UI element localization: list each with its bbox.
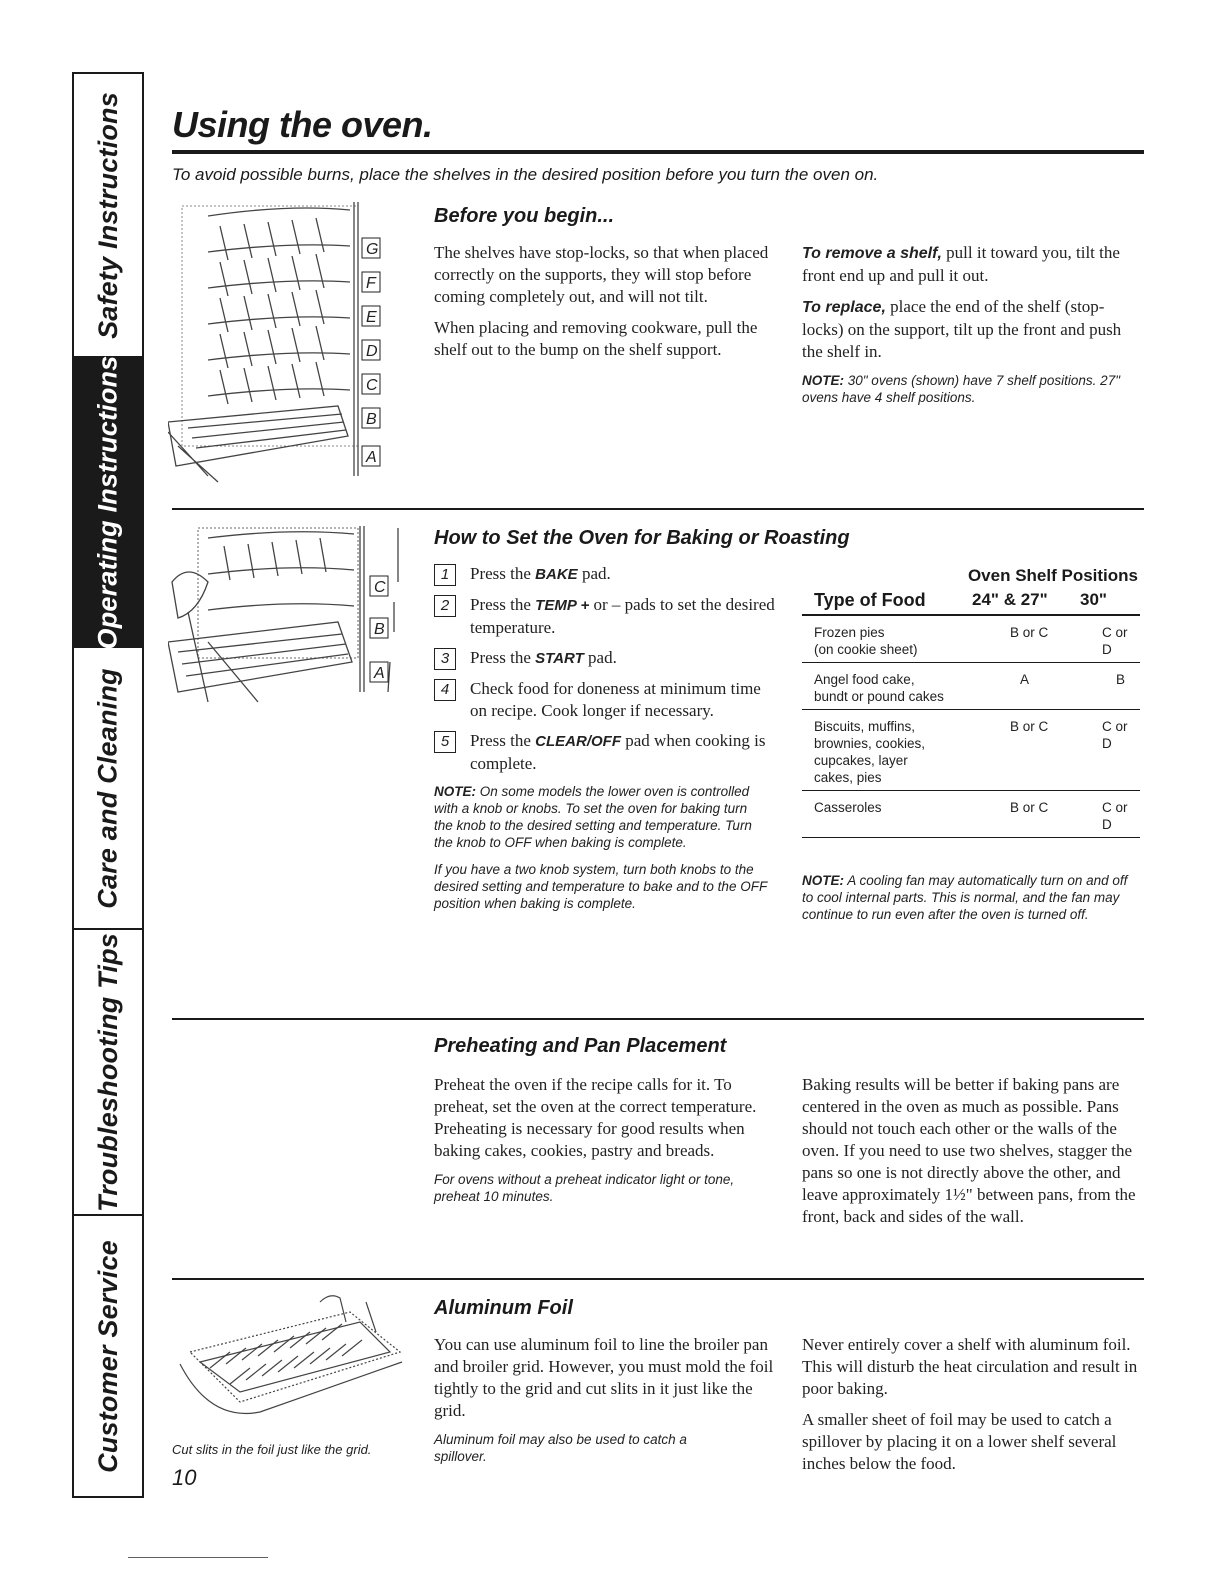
shelf-positions-table [802, 566, 1140, 923]
oven-baking-illustration [168, 522, 408, 722]
shelf-30-cell: C or D [1102, 800, 1128, 832]
tab-care-and-cleaning[interactable]: Care and Cleaning [74, 648, 142, 930]
shelf-positions-note [802, 372, 1140, 406]
food-cell: Casseroles [814, 800, 882, 815]
baking-shelf-letter-c: C [374, 579, 386, 596]
note-text: A cooling fan may automatically turn on and off to cool internal parts. This is normal, and the fan may continue to run even after the oven is turned off. [802, 873, 1128, 922]
foil-paragraph: You can use aluminum foil to line the broiler pan and broiler grid. However, you must mold the foil tightly to the grid and cut slits in it just like the grid. [434, 1335, 774, 1420]
tab-customer-service[interactable]: Customer Service [92, 1239, 123, 1473]
knob-note [434, 783, 764, 851]
tab-troubleshooting-tips[interactable]: Troubleshooting Tips [74, 930, 142, 1216]
shelf-letter-a: A [366, 449, 377, 466]
step-number: 4 [434, 679, 456, 701]
remove-shelf-text: pull it toward you, tilt the front end up and pull it out. [802, 243, 1120, 285]
shelf-letter-d: D [366, 343, 378, 360]
title-rule [172, 150, 1144, 154]
step-text: Check food for doneness at minimum time on recipe. Cook longer if necessary. [470, 679, 761, 720]
note-label: NOTE: [802, 373, 844, 388]
oven-shelf-positions-header: Oven Shelf Positions [967, 566, 1138, 585]
intro-text: To avoid possible burns, place the shelves in the desired position before you turn the oven on. [172, 165, 879, 184]
start-pad-label: START [535, 650, 584, 667]
before-you-begin-heading: Before you begin... [434, 205, 615, 227]
remove-shelf-paragraph [802, 242, 1140, 287]
replace-shelf-text: place the end of the shelf (stop-locks) on the support, tilt up the front and push the shelf in. [802, 297, 1122, 361]
col-30-header: 30" [1080, 590, 1107, 609]
replace-shelf-label: To replace, [802, 299, 886, 316]
step-3 [434, 647, 779, 670]
tab-operating-instructions[interactable]: Operating Instructions [74, 358, 142, 648]
table-row [802, 616, 1140, 663]
shelf-24-cell: A [1020, 672, 1030, 687]
step-1 [434, 563, 779, 586]
step-number: 1 [434, 564, 456, 586]
shelf-letter-f: F [366, 275, 376, 292]
shelf-letter-e: E [366, 309, 377, 326]
step-text: Press the TEMP + or – pads to set the desired temperature. [470, 595, 775, 637]
foil-warning-paragraph: Never entirely cover a shelf with aluminum foil. This will disturb the heat circulation and result in poor baking. [802, 1335, 1138, 1398]
aluminum-foil-heading: Aluminum Foil [434, 1297, 573, 1319]
remove-shelf-label: To remove a shelf, [802, 245, 942, 262]
table-row [802, 710, 1140, 791]
cookware-paragraph: When placing and removing cookware, pull the shelf out to the bump on the shelf support. [434, 318, 758, 359]
shelf-letter-g: G [366, 241, 379, 258]
step-text: Press the CLEAR/OFF pad when cooking is complete. [470, 731, 766, 773]
shelf-24-cell: B or C [1010, 719, 1049, 734]
before-you-begin-left [434, 242, 779, 370]
cooling-fan-note [802, 872, 1140, 923]
preheat-note: For ovens without a preheat indicator light or tone, preheat 10 minutes. [434, 1172, 735, 1204]
food-cell: Frozen pies (on cookie sheet) [814, 625, 918, 657]
shelf-letter-b: B [366, 411, 377, 428]
foil-left [434, 1334, 774, 1474]
preheat-paragraph: Preheat the oven if the recipe calls for it. To preheat, set the oven at the correct temperature. Preheating is necessary for good results when baking cakes, cookies, pastry and breads. [434, 1075, 757, 1160]
baking-roasting-heading: How to Set the Oven for Baking or Roasting [434, 527, 850, 549]
stop-locks-paragraph: The shelves have stop-locks, so that when placed correctly on the supports, they will stop before coming completely out, and will not tilt. [434, 243, 769, 306]
clear-off-pad-label: CLEAR/OFF [535, 733, 621, 750]
two-knob-note: If you have a two knob system, turn both knobs to the desired setting and temperature to bake and to the OFF position when baking is complete. [434, 862, 767, 911]
food-cell: Angel food cake, bundt or pound cakes [814, 672, 944, 704]
note-text: 30" ovens (shown) have 7 shelf positions. 27" ovens have 4 shelf positions. [802, 373, 1120, 405]
preheating-right [802, 1074, 1142, 1237]
foil-caption: Cut slits in the foil just like the grid. [172, 1442, 372, 1457]
shelf-30-cell: B [1116, 672, 1126, 687]
col-24-27-header: 24" & 27" [972, 590, 1048, 609]
step-number: 2 [434, 595, 456, 617]
table-header [802, 566, 1140, 616]
shelf-24-cell: B or C [1010, 625, 1049, 640]
broiler-pan-foil-illustration [170, 1292, 410, 1432]
note-label: NOTE: [802, 873, 844, 888]
step-text: Press the START pad. [470, 648, 617, 667]
step-text: Press the BAKE pad. [470, 564, 611, 583]
preheating-heading: Preheating and Pan Placement [434, 1035, 727, 1057]
note-label: NOTE: [434, 784, 476, 799]
foil-note: Aluminum foil may also be used to catch a spillover. [434, 1432, 687, 1464]
bake-pad-label: BAKE [535, 566, 578, 583]
shelf-30-cell: C or D [1102, 719, 1128, 751]
step-number: 3 [434, 648, 456, 670]
table-row [802, 663, 1140, 710]
foil-spillover-paragraph: A smaller sheet of foil may be used to catch a spillover by placing it on a lower shelf several inches below the food. [802, 1410, 1117, 1473]
type-of-food-header: Type of Food [814, 590, 926, 610]
section-divider [172, 1018, 1144, 1020]
footer-line [128, 1557, 268, 1558]
preheating-left [434, 1074, 774, 1214]
shelf-letter-c: C [366, 377, 378, 394]
shelf-24-cell: B or C [1010, 800, 1049, 815]
pan-placement-paragraph: Baking results will be better if baking pans are centered in the oven as much as possible. Pans should not touch each other or the walls of the oven. If you need to use two shelves, stagger the pans so one is not directly above the other, and leave approximately 1½" between pans, from the front, back and sides of the wall. [802, 1075, 1136, 1226]
baking-shelf-letter-a: A [374, 665, 385, 682]
temp-pad-label: TEMP + [535, 597, 590, 614]
foil-right [802, 1334, 1142, 1484]
section-divider [172, 1278, 1144, 1280]
shelf-30-cell: C or D [1102, 625, 1128, 657]
page-title: Using the oven. [172, 104, 433, 145]
table-row [802, 791, 1140, 838]
tab-safety-instructions[interactable]: Safety Instructions [74, 74, 142, 358]
before-you-begin-right [802, 242, 1140, 415]
step-2 [434, 594, 779, 639]
step-number: 5 [434, 731, 456, 753]
step-5 [434, 730, 779, 775]
step-4 [434, 678, 779, 722]
section-tabs [72, 72, 144, 1498]
baking-steps [434, 563, 779, 912]
food-cell: Biscuits, muffins, brownies, cookies, cupcakes, layer cakes, pies [814, 719, 926, 785]
note-text: On some models the lower oven is controlled with a knob or knobs. To set the oven for baking turn the knob to the desired setting and temperature. Turn the knob to OFF when baking is complete. [434, 784, 752, 850]
replace-shelf-paragraph [802, 296, 1140, 363]
oven-shelves-illustration [168, 196, 408, 486]
section-divider [172, 508, 1144, 510]
baking-shelf-letter-b: B [374, 621, 385, 638]
page-number: 10 [172, 1465, 197, 1490]
